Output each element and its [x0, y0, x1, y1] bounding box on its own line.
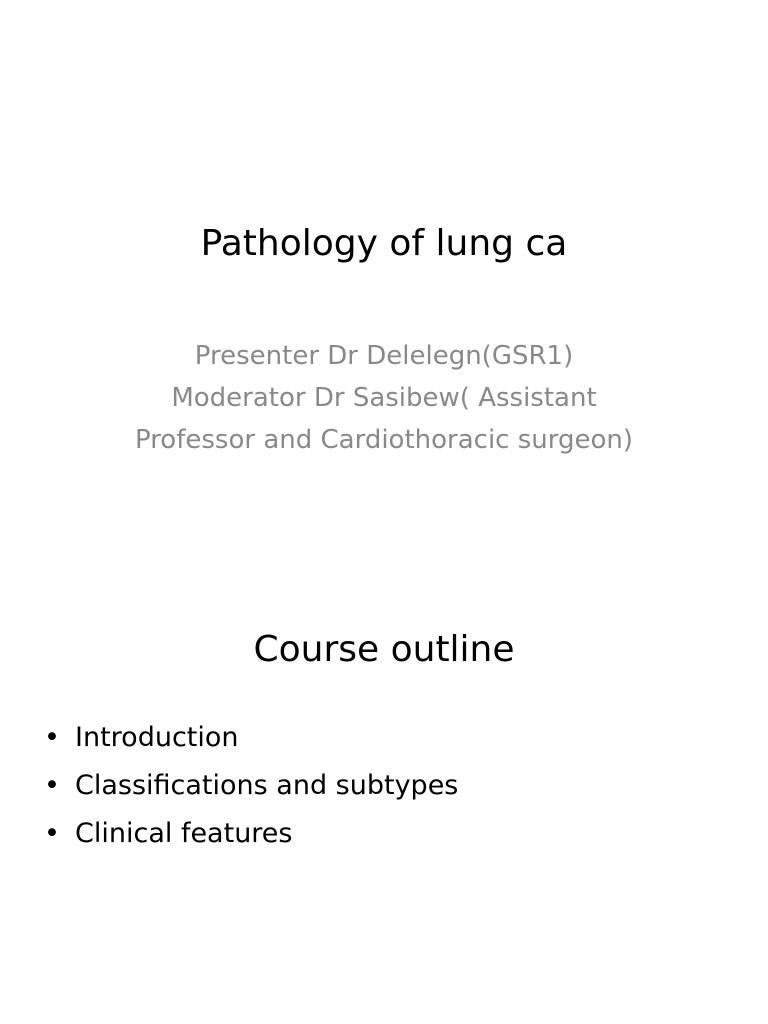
list-item-text: Introduction	[75, 722, 239, 753]
outline-list	[42, 714, 458, 858]
bullet-icon: •	[44, 818, 60, 849]
outline-title: Course outline	[253, 629, 515, 670]
presenter-line: Presenter Dr Delelegn(GSR1)	[194, 341, 574, 371]
slide-title: Pathology of lung ca	[200, 223, 568, 264]
list-item	[42, 762, 458, 810]
outline-slide	[0, 576, 768, 1024]
moderator-line-2: Professor and Cardiothoracic surgeon)	[134, 425, 634, 455]
bullet-icon: •	[44, 770, 60, 801]
bullet-icon: •	[44, 722, 60, 753]
moderator-line-1: Moderator Dr Sasibew( Assistant	[171, 383, 597, 413]
list-item	[42, 714, 458, 762]
slide-subtitle	[84, 335, 684, 461]
list-item-text: Classifications and subtypes	[75, 770, 459, 801]
list-item-text: Clinical features	[75, 818, 293, 849]
list-item	[42, 810, 458, 858]
